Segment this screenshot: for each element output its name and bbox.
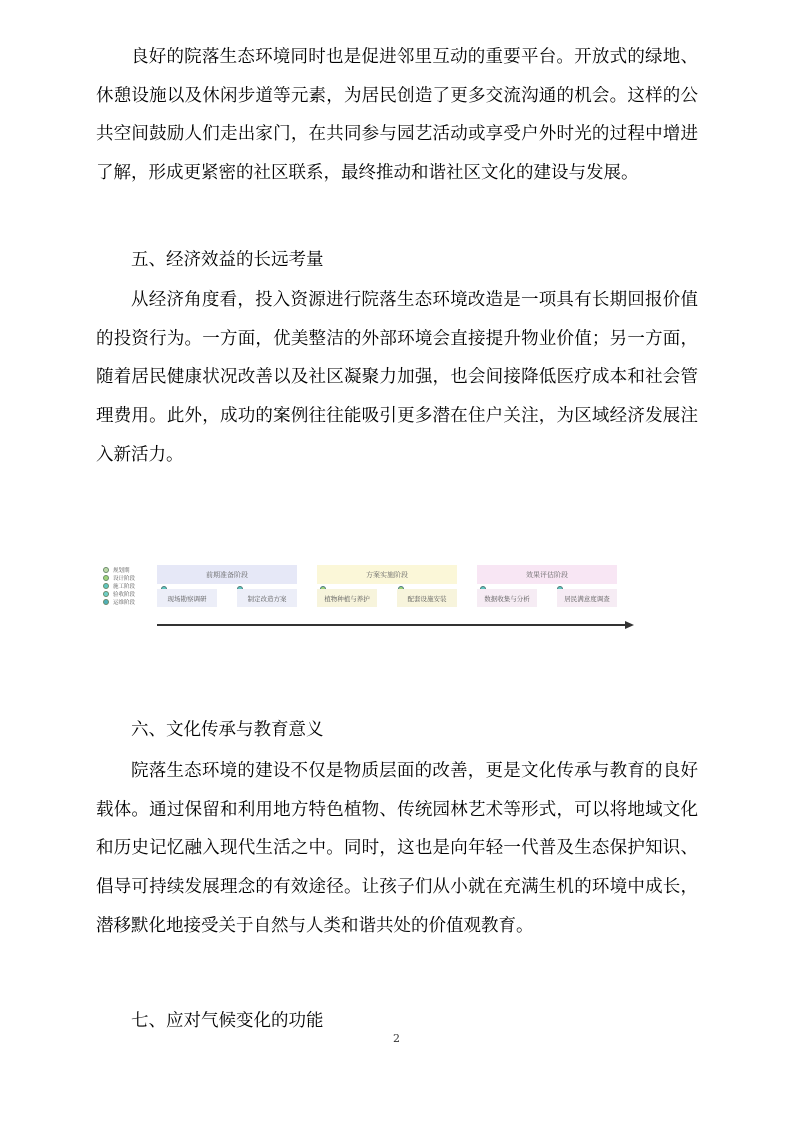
legend-dot-icon xyxy=(103,599,109,605)
phase-preparation: 前期准备阶段 xyxy=(157,565,297,584)
arrow-right-icon xyxy=(625,621,634,629)
page-number: 2 xyxy=(393,1032,400,1045)
phase-evaluation: 效果评估阶段 xyxy=(477,565,617,584)
timeline-axis xyxy=(157,624,627,626)
timeline-legend xyxy=(103,566,135,606)
task-facility-install: 配套设施安装 xyxy=(397,589,457,607)
task-data-analysis: 数据收集与分析 xyxy=(477,589,537,607)
legend-dot-icon xyxy=(103,567,109,573)
paragraph-community-interaction: 良好的院落生态环境同时也是促进邻里互动的重要平台。开放式的绿地、休憩设施以及休闲步道等元素，为居民创造了更多交流沟通的机会。这样的公共空间鼓励人们走出家门，在共同参与园艺活动或享受户外时光的过程中增进了解，形成更紧密的社区联系，最终推动和谐社区文化的建设与发展。 xyxy=(96,47,698,184)
task-site-survey: 现场勘察调研 xyxy=(157,589,217,607)
legend-item: 设计阶段 xyxy=(103,574,135,582)
legend-dot-icon xyxy=(103,583,109,589)
task-plan-design: 制定改造方案 xyxy=(237,589,297,607)
phase-implementation: 方案实施阶段 xyxy=(317,565,457,584)
legend-item: 运维阶段 xyxy=(103,598,135,606)
task-satisfaction-survey: 居民满意度调查 xyxy=(557,589,617,607)
legend-dot-icon xyxy=(103,591,109,597)
task-planting: 植物种植与养护 xyxy=(317,589,377,607)
legend-item: 规划期 xyxy=(103,566,135,574)
legend-item: 验收阶段 xyxy=(103,590,135,598)
heading-cultural-heritage: 六、文化传承与教育意义 xyxy=(131,720,324,740)
paragraph-cultural-heritage: 院落生态环境的建设不仅是物质层面的改善，更是文化传承与教育的良好载体。通过保留和利用地方特色植物、传统园林艺术等形式，可以将地域文化和历史记忆融入现代生活之中。同时，这也是向年轻一代普及生态保护知识、倡导可持续发展理念的有效途径。让孩子们从小就在充满生机的环境中成长，潜移默化地接受关于自然与人类和谐共处的价值观教育。 xyxy=(96,761,698,936)
heading-economic-benefits: 五、经济效益的长远考量 xyxy=(131,250,324,270)
legend-dot-icon xyxy=(103,575,109,581)
heading-climate-change: 七、应对气候变化的功能 xyxy=(131,1011,324,1031)
paragraph-economic-benefits: 从经济角度看，投入资源进行院落生态环境改造是一项具有长期回报价值的投资行为。一方面，优美整洁的外部环境会直接提升物业价值；另一方面，随着居民健康状况改善以及社区凝聚力加强，也会间接降低医疗成本和社会管理费用。此外，成功的案例往往能吸引更多潜在住户关注，为区域经济发展注入新活力。 xyxy=(96,290,698,465)
legend-item: 施工阶段 xyxy=(103,582,135,590)
